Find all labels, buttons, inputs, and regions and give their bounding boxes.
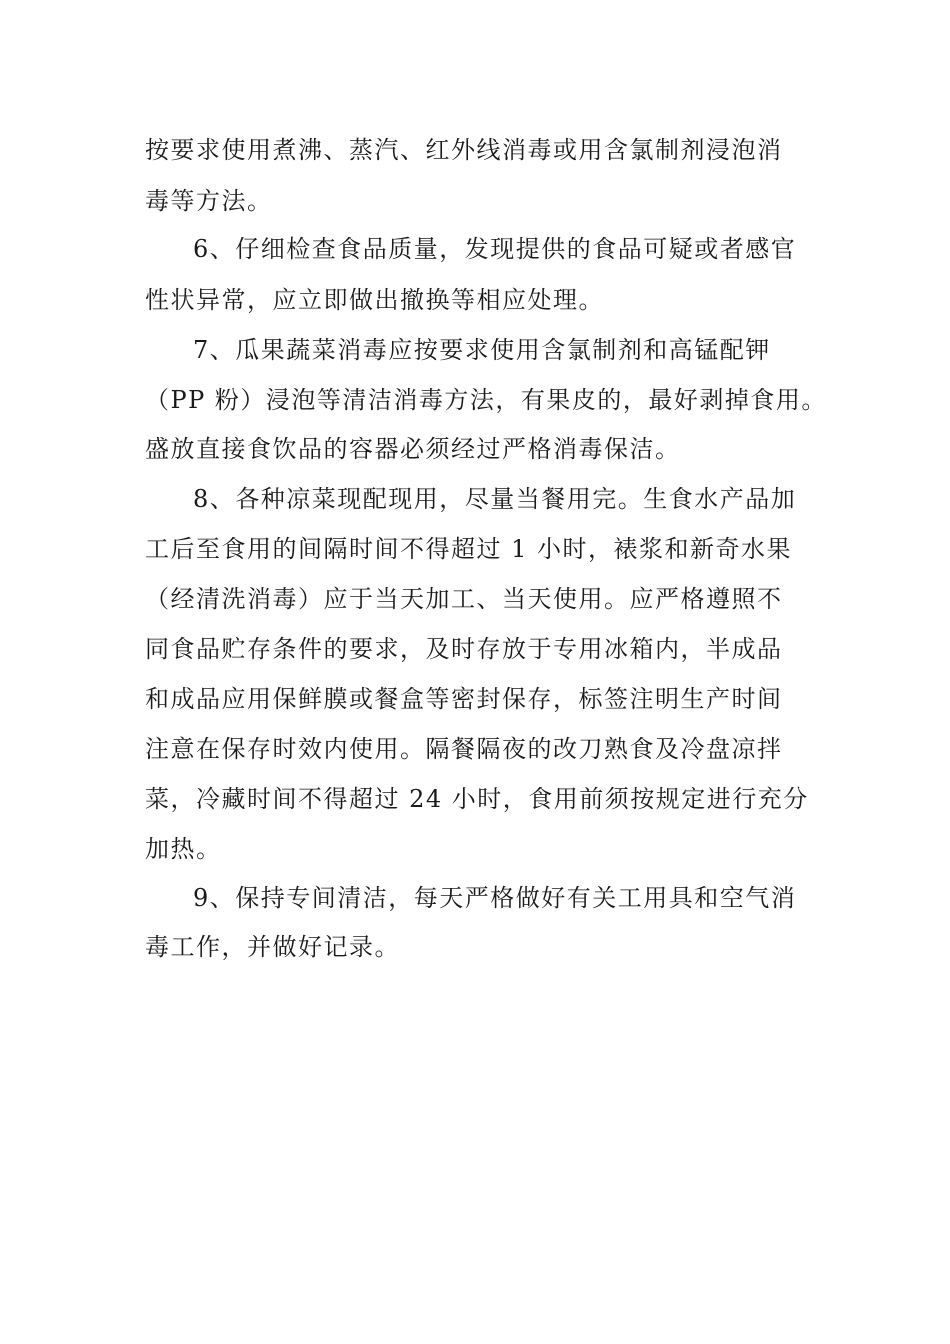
text-line: 同食品贮存条件的要求，及时存放于专用冰箱内，半成品 bbox=[145, 635, 783, 663]
text-line: （经清洗消毒）应于当天加工、当天使用。应严格遵照不 bbox=[145, 585, 783, 613]
text-line: 按要求使用煮沸、蒸汽、红外线消毒或用含氯制剂浸泡消 bbox=[145, 136, 783, 164]
text-line: 7、瓜果蔬菜消毒应按要求使用含氯制剂和高锰配钾 bbox=[193, 336, 771, 364]
text-line: 毒等方法。 bbox=[145, 187, 273, 215]
text-line: 和成品应用保鲜膜或餐盒等密封保存，标签注明生产时间 bbox=[145, 685, 783, 713]
text-line: 性状异常，应立即做出撤换等相应处理。 bbox=[145, 286, 604, 314]
text-line: 工后至食用的间隔时间不得超过 1 小时，裱浆和新奇水果 bbox=[145, 535, 793, 563]
text-line: （PP 粉）浸泡等清洁消毒方法，有果皮的，最好剥掉食用。 bbox=[145, 386, 827, 414]
text-line: 毒工作，并做好记录。 bbox=[145, 933, 400, 961]
text-line: 9、保持专间清洁，每天严格做好有关工用具和空气消 bbox=[193, 884, 797, 912]
text-line: 盛放直接食饮品的容器必须经过严格消毒保洁。 bbox=[145, 435, 681, 463]
text-line: 加热。 bbox=[145, 835, 222, 863]
text-line: 8、各种凉菜现配现用，尽量当餐用完。生食水产品加 bbox=[193, 485, 797, 513]
text-line: 注意在保存时效内使用。隔餐隔夜的改刀熟食及冷盘凉拌 bbox=[145, 735, 783, 763]
text-line: 菜，冷藏时间不得超过 24 小时，食用前须按规定进行充分 bbox=[145, 785, 809, 813]
text-line: 6、仔细检查食品质量，发现提供的食品可疑或者感官 bbox=[193, 235, 797, 263]
